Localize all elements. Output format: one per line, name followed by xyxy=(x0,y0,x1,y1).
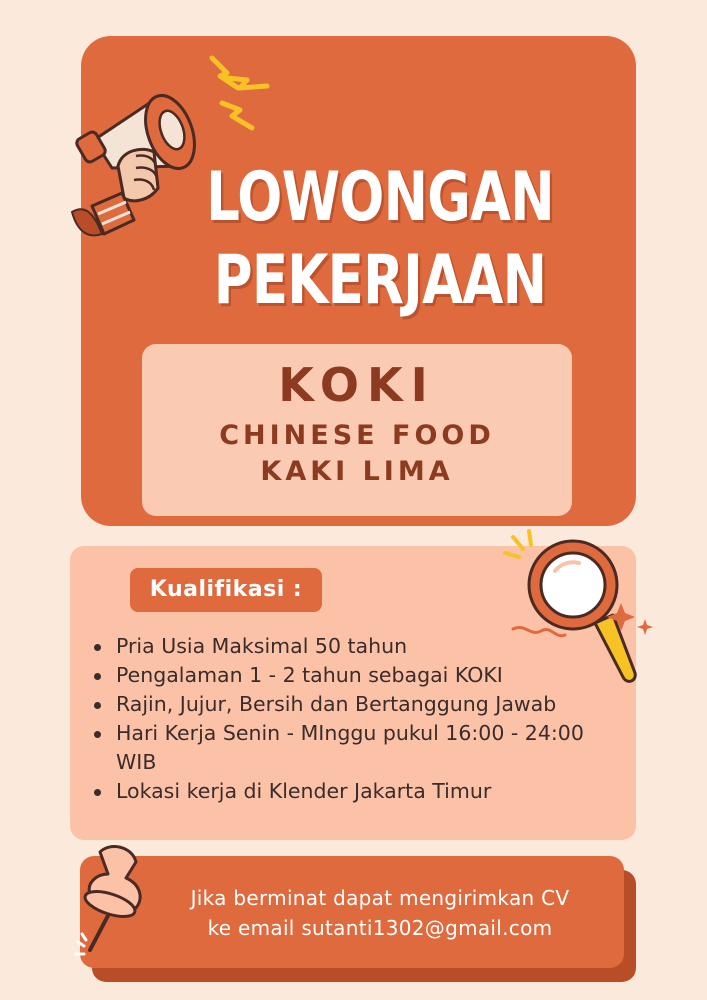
push-pin-icon xyxy=(70,838,160,963)
headline-line-2: PEKERJAAN xyxy=(213,241,547,320)
headline-line-1: LOWONGAN xyxy=(206,158,554,237)
megaphone-icon xyxy=(62,38,282,248)
job-box xyxy=(142,344,572,516)
list-item: Hari Kerja Senin - MInggu pukul 16:00 - 24:00 WIB xyxy=(92,719,616,777)
contact-card xyxy=(80,856,624,968)
list-item: Pria Usia Maksimal 50 tahun xyxy=(92,632,632,661)
list-item: Rajin, Jujur, Bersih dan Bertanggung Jawab xyxy=(92,690,632,719)
magnifying-glass-icon xyxy=(495,525,670,690)
list-item: Pengalaman 1 - 2 tahun sebagai KOKI xyxy=(92,661,632,690)
qualifications-heading: Kualifikasi : xyxy=(130,568,322,612)
list-item: Lokasi kerja di Klender Jakarta Timur xyxy=(92,777,632,806)
contact-email: ke email sutanti1302@gmail.com xyxy=(207,916,553,940)
job-subtitle-line-2: KAKI LIMA xyxy=(260,456,454,487)
job-title: KOKI xyxy=(278,358,436,412)
job-subtitle-line-1: CHINESE FOOD xyxy=(219,420,495,451)
contact-line-1: Jika berminat dapat mengirimkan CV xyxy=(190,886,570,910)
